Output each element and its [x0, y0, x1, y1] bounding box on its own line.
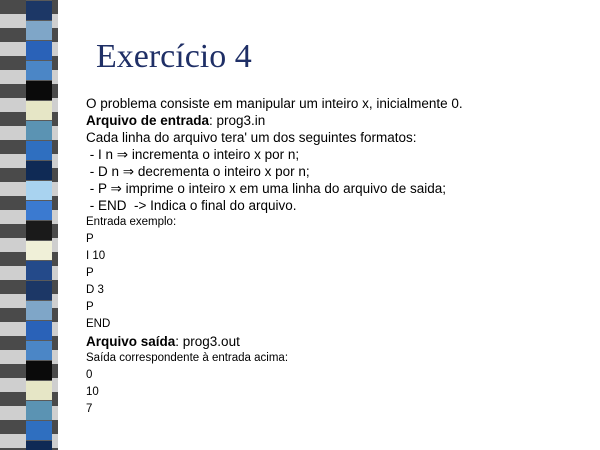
body-line: O problema consiste em manipular um inteiro x, inicialmente 0.	[86, 96, 463, 111]
body-line: P	[86, 267, 94, 279]
body-line: - P ⇒ imprime o inteiro x em uma linha do arquivo de saida;	[86, 181, 446, 196]
field-label: Arquivo de entrada	[86, 113, 210, 128]
body-line: 10	[86, 386, 99, 398]
body-line: P	[86, 233, 94, 245]
body-line: Saída correspondente à entrada acima:	[86, 352, 289, 364]
field-value: : prog3.out	[175, 334, 240, 349]
body-line: END	[86, 318, 111, 330]
body-line: - D n ⇒ decrementa o inteiro x por n;	[86, 164, 310, 179]
body-line: - END -> Indica o final do arquivo.	[86, 198, 297, 213]
body-line: - I n ⇒ incrementa o inteiro x por n;	[86, 147, 300, 162]
slide-body	[86, 95, 596, 418]
body-line: P	[86, 301, 94, 313]
body-line: D 3	[86, 284, 104, 296]
body-line: I 10	[86, 250, 106, 262]
body-line: 7	[86, 403, 93, 415]
slide-title: Exercício 4	[96, 38, 252, 75]
body-line: Entrada exemplo:	[86, 216, 177, 228]
decorative-side-stripe	[0, 0, 58, 450]
field-label: Arquivo saída	[86, 334, 176, 349]
body-line: 0	[86, 369, 93, 381]
field-value: : prog3.in	[209, 113, 266, 128]
body-line	[86, 333, 596, 350]
body-line: Cada linha do arquivo tera' um dos seguintes formatos:	[86, 130, 417, 145]
body-line	[86, 112, 596, 129]
